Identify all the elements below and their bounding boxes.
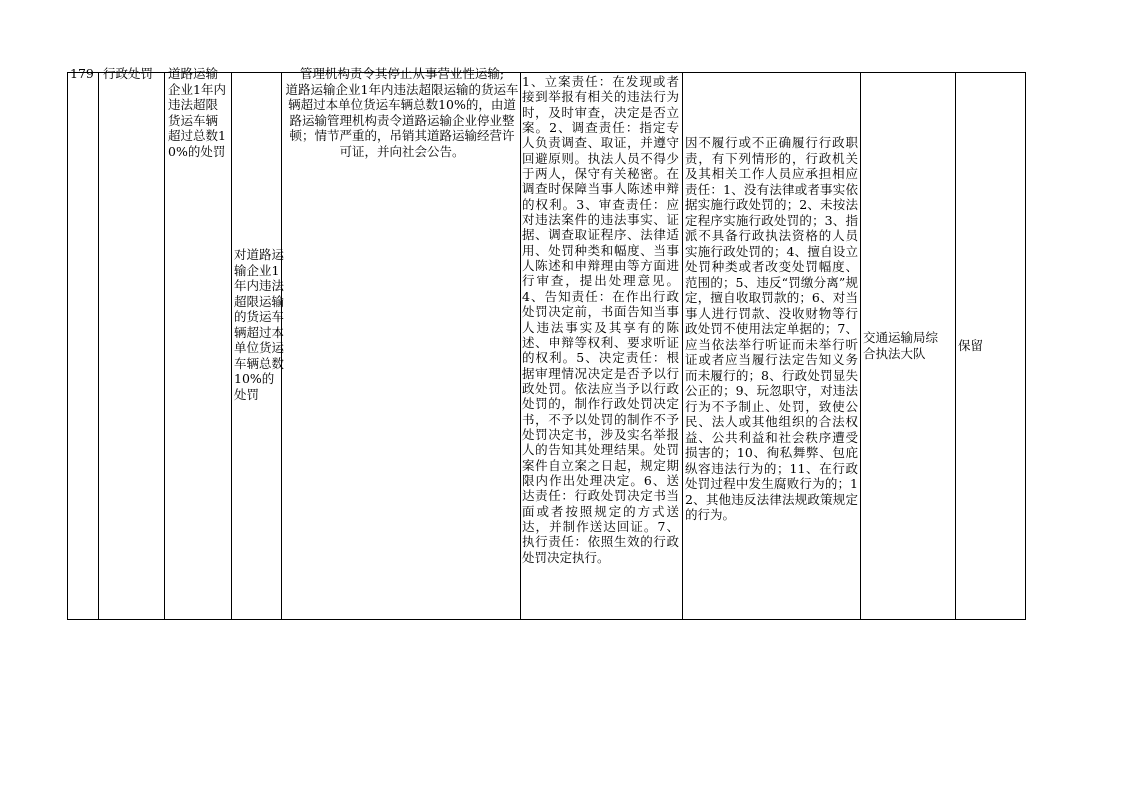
sub-item-name: 对道路运输企业1年内违法超限运输的货运车辆超过本单位货运车辆总数10%的处罚 — [234, 247, 284, 402]
column-divider — [860, 73, 861, 619]
accountability-situations: 因不履行或不正确履行行政职责，有下列情形的，行政机关及其相关工作人员应承担相应责任：1、没有法律或者事实依据实施行政处罚的；2、未按法定程序实施行政处罚的；3、指派不具备行政执法资格的人员实施行政处罚的；4、擅自设立处罚种类或者改变处罚幅度、范围的；5、违反“罚缴分离”规定，擅自收取罚款的；6、对当事人进行罚款、没收财物等行政处罚不使用法定单据的；7、应当依法举行听证而未举行听证或者应当履行法定告知义务而未履行的；8、行政处罚显失公正的；9、玩忽职守，对违法行为不予制止、处罚，致使公民、法人或其他组织的合法权益、公共利益和社会秩序遭受损害的；10、徇私舞弊、包庇纵容违法行为的；11、在行政处罚过程中发生腐败行为的；12、其他违反法律法规政策规定的行为。 — [685, 135, 858, 522]
legal-basis — [284, 66, 520, 160]
column-divider — [98, 73, 99, 619]
column-divider — [520, 73, 521, 619]
column-divider — [682, 73, 683, 619]
responsibility-items: 1、立案责任：在发现或者接到举报有相关的违法行为时，及时审查，决定是否立案。2、调查责任：指定专人负责调查、取证，并遵守回避原则。执法人员不得少于两人，保守有关秘密。在调查时保障当事人陈述申辩的权利。3、审查责任：应对违法案件的违法事实、证据、调查取证程序、法律适用、处罚种类和幅度、当事人陈述和申辩理由等方面进行审查，提出处理意见。4、告知责任：在作出行政处罚决定前，书面告知当事人违法事实及其享有的陈述、申辩等权利、要求听证的权利。5、决定责任：根据审理情况决定是否予以行政处罚。依法应当予以行政处罚的，制作行政处罚决定书，不予以处罚的制作不予处罚决定书，涉及实名举报人的告知其处理结果。处罚案件自立案之日起，规定期限内作出处理决定。6、送达责任：行政处罚决定书当面或者按照规定的方式送达，并制作送达回证。7、执行责任：依照生效的行政处罚决定执行。 — [522, 74, 679, 565]
legal-basis-top-line: 管理机构责令其停止从事营业性运输; — [299, 66, 505, 81]
item-name: 道路运输企业1年内违法超限货运车辆超过总数10%的处罚 — [168, 66, 226, 159]
adjustment-status: 保留 — [958, 338, 984, 353]
column-divider — [231, 73, 232, 619]
legal-basis-text: 道路运输企业1年内违法超限运输的货运车辆超过本单位货运车辆总数10%的，由道路运输管理机构责令道路运输企业停业整顿；情节严重的，吊销其道路运输经营许可证，并向社会公告。 — [285, 81, 519, 159]
power-list-table — [67, 66, 1026, 620]
column-divider — [955, 73, 956, 619]
implementing-department: 交通运输局综合执法大队 — [863, 330, 939, 361]
column-divider — [164, 73, 165, 619]
power-type: 行政处罚 — [103, 66, 154, 81]
row-number: 179 — [70, 66, 94, 81]
